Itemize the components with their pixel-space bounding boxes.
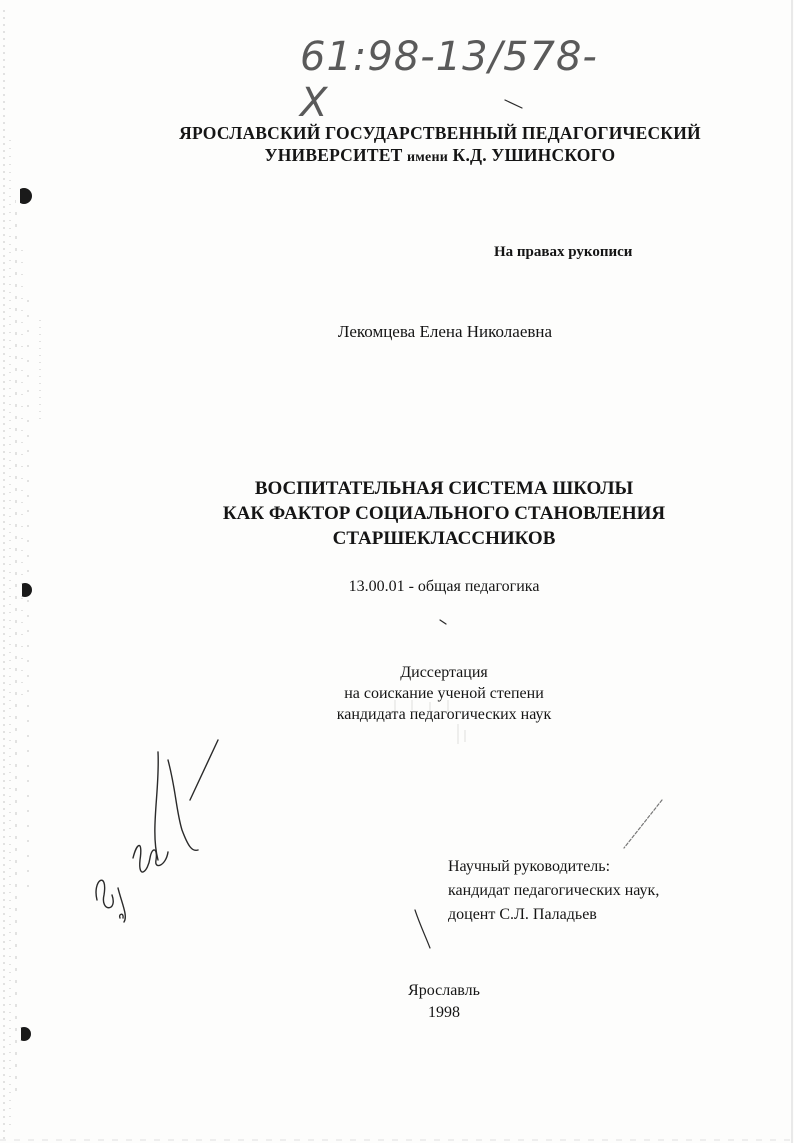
degree-line-3: кандидата педагогических наук (336, 706, 552, 723)
advisor-degree: кандидат педагогических наук, (448, 882, 660, 899)
degree-statement (0, 662, 794, 725)
faint-show-through (0, 700, 794, 1140)
dissertation-title (0, 476, 794, 551)
university-line-2-prefix: УНИВЕРСИТЕТ (264, 145, 408, 165)
university-line-1: ЯРОСЛАВСКИЙ ГОСУДАРСТВЕННЫЙ ПЕДАГОГИЧЕСКИЙ (179, 123, 701, 143)
handwritten-signature (96, 740, 218, 922)
author-name: Лекомцева Елена Николаевна (337, 322, 553, 341)
title-line-1: ВОСПИТАТЕЛЬНАЯ СИСТЕМА ШКОЛЫ (254, 478, 634, 499)
title-line-3: СТАРШЕКЛАССНИКОВ (332, 528, 556, 549)
catalog-number-text: 61:98-13/578-X (300, 34, 598, 126)
advisor-name: доцент С.Л. Паладьев (448, 906, 597, 923)
left-edge-noise (4, 0, 792, 1143)
degree-line-1: Диссертация (400, 664, 488, 681)
university-line-2-suffix: К.Д. УШИНСКОГО (447, 145, 616, 165)
title-line-2: КАК ФАКТОР СОЦИАЛЬНОГО СТАНОВЛЕНИЯ (222, 503, 666, 524)
advisor-role: Научный руководитель: (448, 858, 611, 875)
city-name: Ярославль (408, 982, 480, 999)
year: 1998 (428, 1004, 460, 1021)
specialty-code: 13.00.01 - общая педагогика (348, 578, 540, 595)
degree-line-2: на соискание ученой степени (344, 685, 544, 702)
catalog-number-stamp (300, 34, 620, 126)
university-header (0, 122, 794, 169)
manuscript-rights-note: На правах рукописи (494, 244, 633, 260)
scientific-advisor (448, 855, 659, 927)
university-line-2-named: имени (407, 150, 448, 165)
binder-hole-marks (16, 188, 32, 1041)
place-and-year (0, 980, 794, 1024)
university-line-2 (0, 144, 794, 169)
